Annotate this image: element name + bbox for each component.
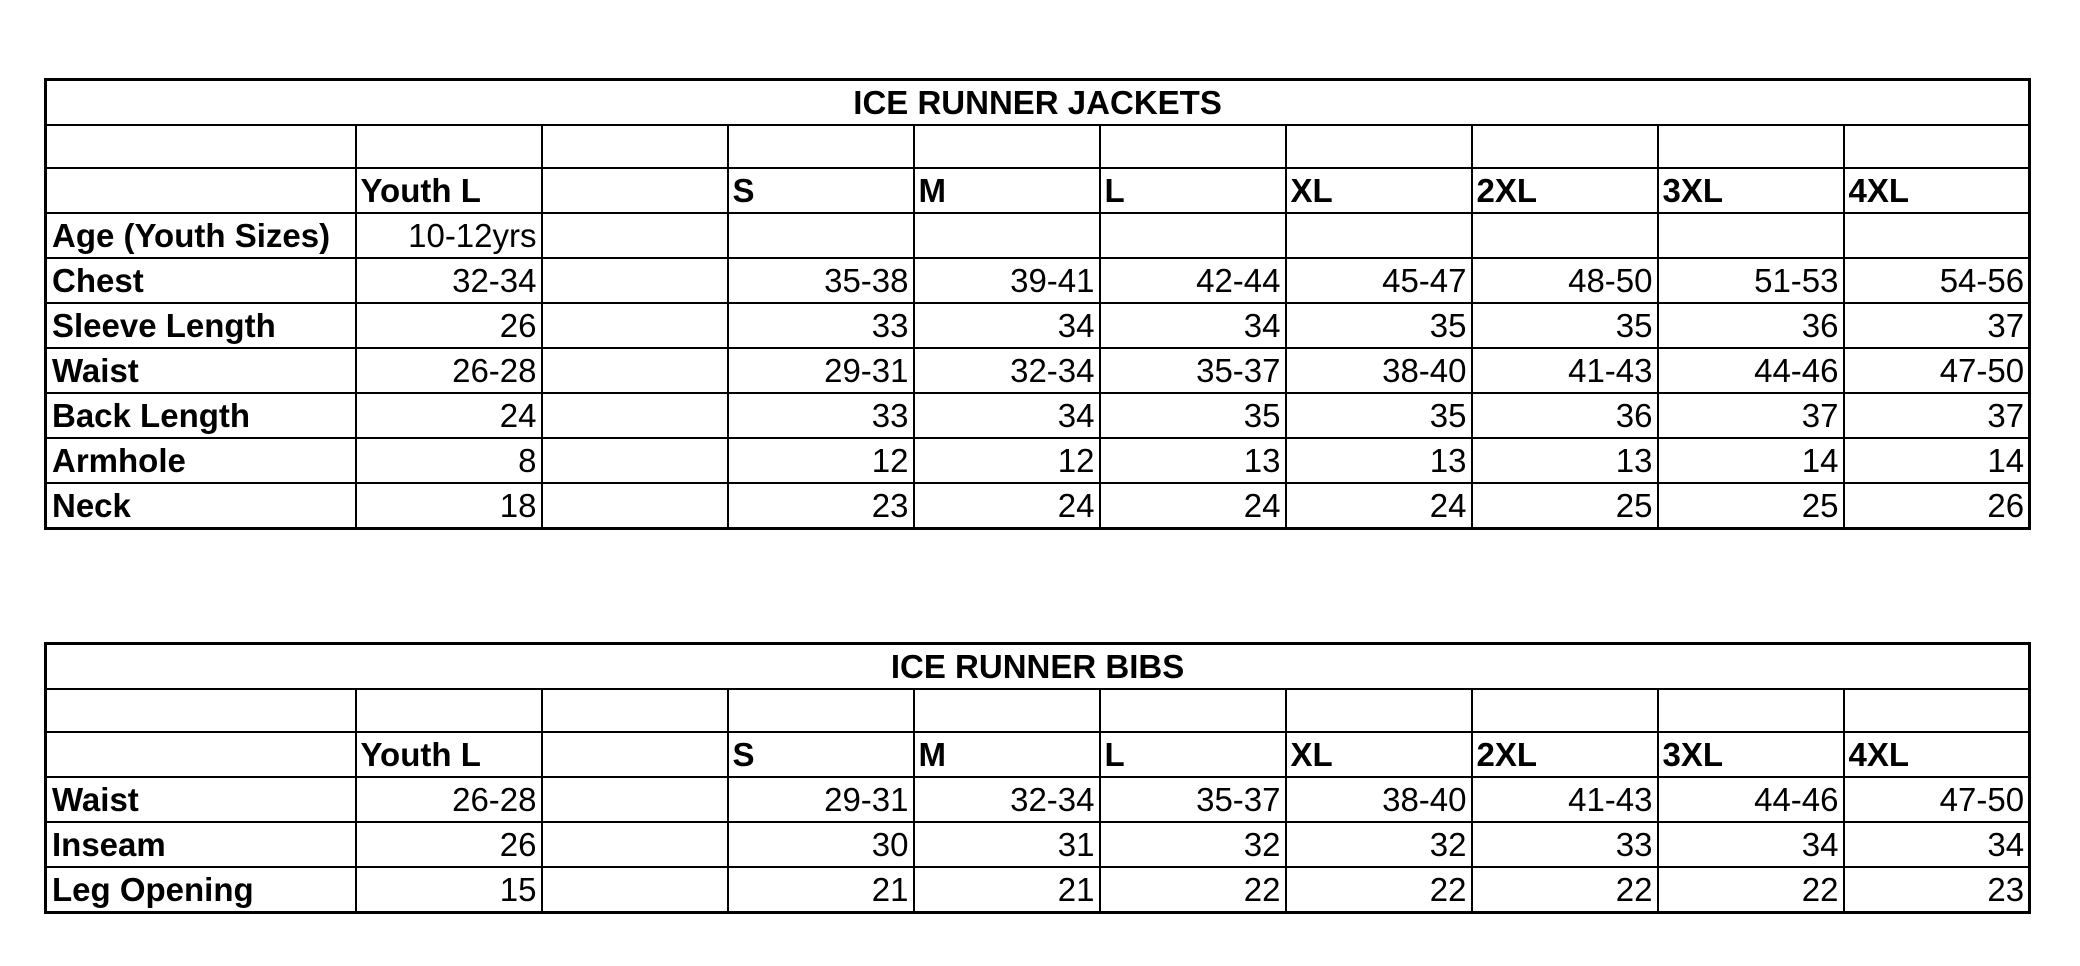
blank-cell <box>914 125 1100 168</box>
size-header: Youth L <box>356 168 542 213</box>
measurement-cell: 37 <box>1844 393 2030 438</box>
measurement-cell: 38-40 <box>1286 777 1472 822</box>
size-header: Youth L <box>356 732 542 777</box>
measurement-cell: 12 <box>914 438 1100 483</box>
row-label: Neck <box>46 483 356 529</box>
size-header: L <box>1100 168 1286 213</box>
measurement-cell: 29-31 <box>728 348 914 393</box>
measurement-cell: 21 <box>914 867 1100 913</box>
measurement-cell <box>1658 213 1844 258</box>
bibs-blank-row <box>46 689 2030 732</box>
measurement-cell: 10-12yrs <box>356 213 542 258</box>
blank-cell <box>46 689 356 732</box>
blank-cell <box>356 689 542 732</box>
blank-cell <box>1472 125 1658 168</box>
measurement-row <box>46 822 2030 867</box>
measurement-cell: 31 <box>914 822 1100 867</box>
blank-cell <box>1658 125 1844 168</box>
size-header: 2XL <box>1472 168 1658 213</box>
measurement-cell: 41-43 <box>1472 348 1658 393</box>
size-header: 4XL <box>1844 732 2030 777</box>
measurement-cell <box>1472 213 1658 258</box>
measurement-row <box>46 393 2030 438</box>
row-label: Back Length <box>46 393 356 438</box>
measurement-cell: 26 <box>1844 483 2030 529</box>
measurement-cell: 24 <box>1286 483 1472 529</box>
row-label: Leg Opening <box>46 867 356 913</box>
measurement-row <box>46 213 2030 258</box>
measurement-cell: 44-46 <box>1658 348 1844 393</box>
measurement-cell: 22 <box>1100 867 1286 913</box>
measurement-cell: 45-47 <box>1286 258 1472 303</box>
measurement-cell: 26 <box>356 303 542 348</box>
measurement-cell: 35-38 <box>728 258 914 303</box>
measurement-cell <box>542 213 728 258</box>
measurement-cell: 35 <box>1286 303 1472 348</box>
measurement-cell: 32-34 <box>914 777 1100 822</box>
measurement-cell: 13 <box>1286 438 1472 483</box>
measurement-cell: 13 <box>1100 438 1286 483</box>
measurement-cell: 23 <box>728 483 914 529</box>
bibs-title-row <box>46 644 2030 690</box>
blank-cell <box>1844 689 2030 732</box>
blank-cell <box>1100 689 1286 732</box>
measurement-cell: 42-44 <box>1100 258 1286 303</box>
jackets-size-header-row <box>46 168 2030 213</box>
blank-cell <box>914 689 1100 732</box>
measurement-cell <box>542 348 728 393</box>
blank-cell <box>1844 125 2030 168</box>
measurement-cell <box>542 777 728 822</box>
measurement-row <box>46 438 2030 483</box>
row-label: Inseam <box>46 822 356 867</box>
measurement-cell: 8 <box>356 438 542 483</box>
blank-cell <box>46 125 356 168</box>
measurement-cell: 32 <box>1286 822 1472 867</box>
measurement-cell: 37 <box>1844 303 2030 348</box>
blank-cell <box>728 689 914 732</box>
measurement-cell <box>542 258 728 303</box>
measurement-cell: 12 <box>728 438 914 483</box>
measurement-cell: 25 <box>1658 483 1844 529</box>
measurement-cell: 22 <box>1658 867 1844 913</box>
blank-cell <box>542 689 728 732</box>
blank-cell <box>1100 125 1286 168</box>
row-label: Age (Youth Sizes) <box>46 213 356 258</box>
measurement-cell: 33 <box>728 393 914 438</box>
measurement-row <box>46 258 2030 303</box>
measurement-row <box>46 303 2030 348</box>
bibs-title: ICE RUNNER BIBS <box>46 644 2030 690</box>
measurement-cell: 48-50 <box>1472 258 1658 303</box>
measurement-row <box>46 867 2030 913</box>
measurement-cell: 25 <box>1472 483 1658 529</box>
measurement-cell: 13 <box>1472 438 1658 483</box>
row-label: Waist <box>46 777 356 822</box>
size-header: M <box>914 732 1100 777</box>
measurement-cell: 30 <box>728 822 914 867</box>
size-header: M <box>914 168 1100 213</box>
measurement-row <box>46 348 2030 393</box>
blank-cell <box>1286 689 1472 732</box>
measurement-cell: 44-46 <box>1658 777 1844 822</box>
measurement-cell <box>542 303 728 348</box>
size-header: 2XL <box>1472 732 1658 777</box>
measurement-cell: 33 <box>1472 822 1658 867</box>
measurement-cell: 47-50 <box>1844 777 2030 822</box>
measurement-cell: 22 <box>1286 867 1472 913</box>
measurement-cell <box>728 213 914 258</box>
measurement-cell: 32-34 <box>914 348 1100 393</box>
measurement-cell: 34 <box>914 303 1100 348</box>
measurement-cell: 51-53 <box>1658 258 1844 303</box>
measurement-cell: 32 <box>1100 822 1286 867</box>
measurement-cell <box>542 483 728 529</box>
measurement-cell: 35 <box>1286 393 1472 438</box>
measurement-cell: 24 <box>1100 483 1286 529</box>
measurement-cell: 36 <box>1472 393 1658 438</box>
jackets-title: ICE RUNNER JACKETS <box>46 80 2030 126</box>
measurement-cell: 15 <box>356 867 542 913</box>
jackets-size-table <box>44 78 2031 530</box>
blank-cell <box>1658 689 1844 732</box>
measurement-row <box>46 777 2030 822</box>
measurement-cell: 14 <box>1658 438 1844 483</box>
size-header: 4XL <box>1844 168 2030 213</box>
measurement-cell: 26-28 <box>356 777 542 822</box>
measurement-cell <box>914 213 1100 258</box>
jackets-blank-row <box>46 125 2030 168</box>
measurement-cell: 36 <box>1658 303 1844 348</box>
row-label: Sleeve Length <box>46 303 356 348</box>
measurement-cell: 35-37 <box>1100 348 1286 393</box>
measurement-row <box>46 483 2030 529</box>
measurement-cell: 14 <box>1844 438 2030 483</box>
size-header: S <box>728 168 914 213</box>
size-header: L <box>1100 732 1286 777</box>
bibs-body <box>46 777 2030 913</box>
measurement-cell: 18 <box>356 483 542 529</box>
measurement-cell: 21 <box>728 867 914 913</box>
size-header <box>542 168 728 213</box>
measurement-cell: 26-28 <box>356 348 542 393</box>
row-label: Waist <box>46 348 356 393</box>
size-header: S <box>728 732 914 777</box>
measurement-cell: 24 <box>914 483 1100 529</box>
row-label: Chest <box>46 258 356 303</box>
measurement-cell: 22 <box>1472 867 1658 913</box>
measurement-cell: 35 <box>1472 303 1658 348</box>
measurement-cell <box>1844 213 2030 258</box>
measurement-cell: 37 <box>1658 393 1844 438</box>
row-label: Armhole <box>46 438 356 483</box>
measurement-cell: 54-56 <box>1844 258 2030 303</box>
measurement-cell <box>542 438 728 483</box>
measurement-cell: 32-34 <box>356 258 542 303</box>
measurement-cell: 41-43 <box>1472 777 1658 822</box>
measurement-cell: 47-50 <box>1844 348 2030 393</box>
blank-cell <box>356 125 542 168</box>
size-header <box>542 732 728 777</box>
bibs-size-table <box>44 642 2031 914</box>
bibs-size-header-row <box>46 732 2030 777</box>
blank-cell <box>542 125 728 168</box>
measurement-cell: 34 <box>1100 303 1286 348</box>
blank-cell <box>1472 689 1658 732</box>
measurement-cell <box>542 393 728 438</box>
measurement-cell: 35 <box>1100 393 1286 438</box>
jackets-body <box>46 213 2030 529</box>
size-header: 3XL <box>1658 168 1844 213</box>
jackets-title-row <box>46 80 2030 126</box>
measurement-cell: 38-40 <box>1286 348 1472 393</box>
measurement-cell: 34 <box>1658 822 1844 867</box>
measurement-cell <box>1286 213 1472 258</box>
size-header: XL <box>1286 168 1472 213</box>
measurement-cell: 35-37 <box>1100 777 1286 822</box>
blank-cell <box>728 125 914 168</box>
measurement-cell <box>542 867 728 913</box>
measurement-cell: 34 <box>1844 822 2030 867</box>
measurement-cell: 26 <box>356 822 542 867</box>
measurement-cell: 29-31 <box>728 777 914 822</box>
corner-cell <box>46 168 356 213</box>
size-header: XL <box>1286 732 1472 777</box>
measurement-cell <box>542 822 728 867</box>
measurement-cell: 39-41 <box>914 258 1100 303</box>
measurement-cell: 24 <box>356 393 542 438</box>
measurement-cell <box>1100 213 1286 258</box>
measurement-cell: 23 <box>1844 867 2030 913</box>
corner-cell <box>46 732 356 777</box>
blank-cell <box>1286 125 1472 168</box>
size-header: 3XL <box>1658 732 1844 777</box>
measurement-cell: 34 <box>914 393 1100 438</box>
measurement-cell: 33 <box>728 303 914 348</box>
